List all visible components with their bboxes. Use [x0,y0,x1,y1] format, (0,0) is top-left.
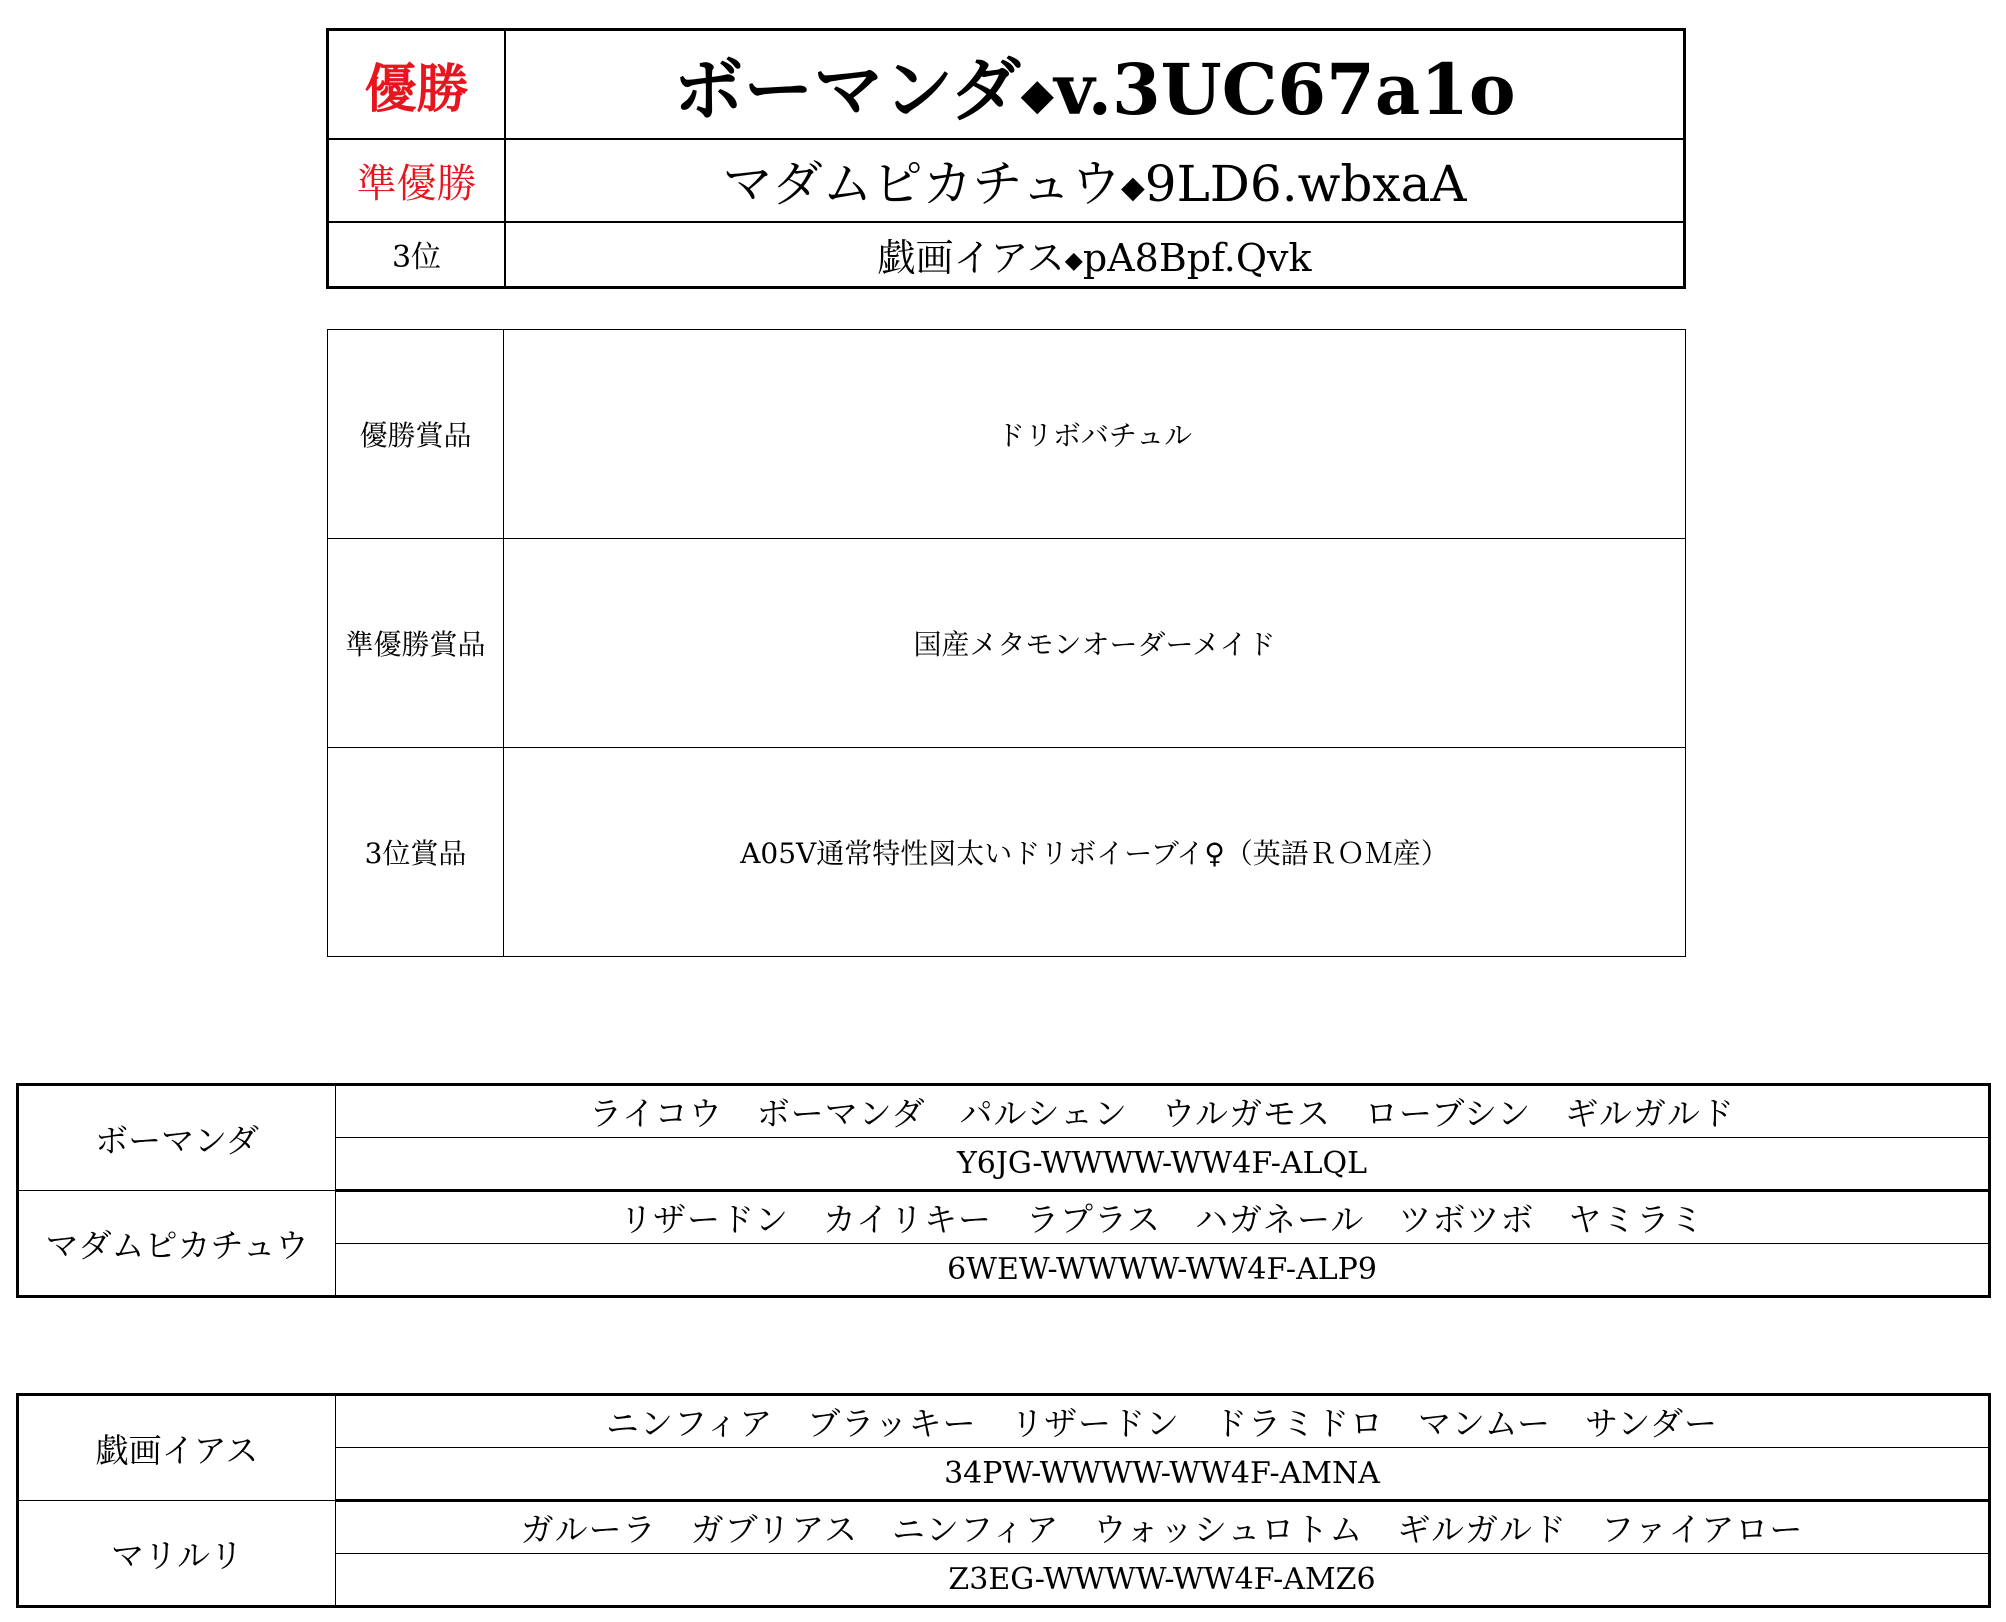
trainer-name: マダムピカチュウ [18,1191,336,1297]
prize-row [328,748,1686,957]
prize-row [328,539,1686,748]
team-party-row [18,1085,1990,1138]
rank-label-first: 優勝 [328,30,506,139]
runner-up-handle: マダムピカチュウ [722,155,1121,213]
prize-label-third: 3位賞品 [328,748,504,957]
trainer-name: 戯画イアス [18,1395,336,1501]
trip-separator: ◆ [1120,169,1145,206]
prize-row [328,330,1686,539]
trip-separator: ◆ [1064,245,1083,274]
team-party-row [18,1191,1990,1244]
party-members: ライコウ ボーマンダ パルシェン ウルガモス ローブシン ギルガルド [336,1085,1990,1138]
trainer-name: マリルリ [18,1501,336,1607]
rental-code: 6WEW-WWWW-WW4F-ALP9 [336,1244,1990,1297]
prize-label-second: 準優勝賞品 [328,539,504,748]
result-row-third [328,222,1685,288]
rental-code: Y6JG-WWWW-WW4F-ALQL [336,1138,1990,1191]
results-table [326,28,1686,289]
rank-label-second: 準優勝 [328,139,506,222]
party-members: ガルーラ ガブリアス ニンフィア ウォッシュロトム ギルガルド ファイアロー [336,1501,1990,1554]
party-members: リザードン カイリキー ラプラス ハガネール ツボツボ ヤミラミ [336,1191,1990,1244]
prize-value-second: 国産メタモンオーダーメイド [504,539,1686,748]
runner-up-name [505,139,1685,222]
winner-trip: v.3UC67a1o [1053,47,1516,131]
prize-value-first: ドリボバチュル [504,330,1686,539]
team-party-row [18,1395,1990,1448]
trainer-name: ボーマンダ [18,1085,336,1191]
team-table-bottom [16,1393,1991,1608]
rental-code: 34PW-WWWW-WW4F-AMNA [336,1448,1990,1501]
runner-up-trip: 9LD6.wbxaA [1144,155,1467,213]
rental-code: Z3EG-WWWW-WW4F-AMZ6 [336,1554,1990,1607]
third-place-name [505,222,1685,288]
team-table-top [16,1083,1991,1298]
prize-label-first: 優勝賞品 [328,330,504,539]
trip-separator: ◆ [1020,68,1054,120]
party-members: ニンフィア ブラッキー リザードン ドラミドロ マンムー サンダー [336,1395,1990,1448]
result-row-first [328,30,1685,139]
winner-name [505,30,1685,139]
result-row-second [328,139,1685,222]
prizes-table [327,329,1686,957]
winner-handle: ボーマンダ [673,47,1021,131]
rank-label-third: 3位 [328,222,506,288]
prize-value-third: A05V通常特性図太いドリボイーブイ♀（英語ＲＯＭ産） [504,748,1686,957]
team-party-row [18,1501,1990,1554]
third-place-handle: 戯画イアス [877,235,1065,280]
third-place-trip: pA8Bpf.Qvk [1082,235,1312,280]
